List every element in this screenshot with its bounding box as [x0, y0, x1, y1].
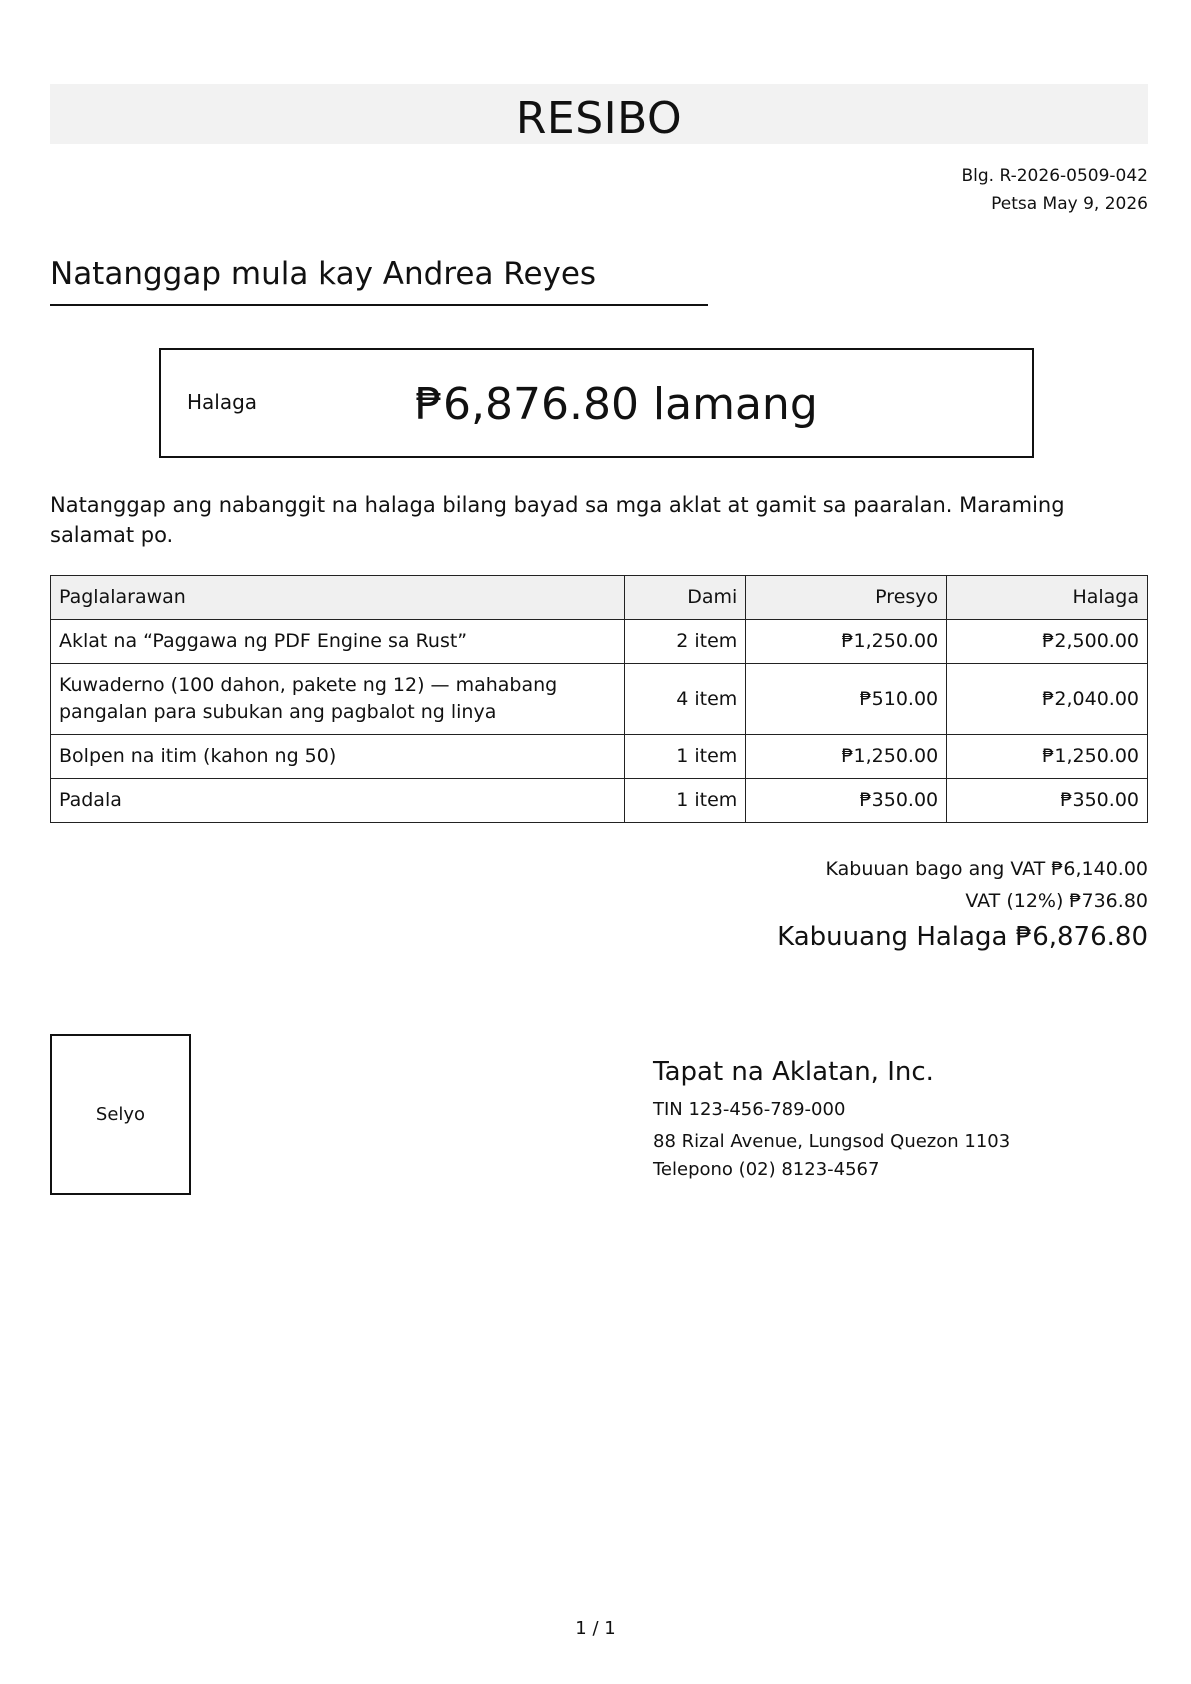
receipt-note: Natanggap ang nabanggit na halaga bilang bayad sa mga aklat at gamit sa paaralan. Maraming salamat po.	[50, 493, 1065, 547]
cell-quantity: 1 item	[625, 779, 746, 823]
receipt-date: Petsa May 9, 2026	[991, 194, 1148, 214]
received-from: Natanggap mula kay Andrea Reyes	[50, 256, 708, 306]
column-header-description: Paglalarawan	[51, 576, 625, 620]
cell-quantity: 1 item	[625, 735, 746, 779]
cell-amount: ₱2,500.00	[947, 620, 1148, 664]
totals-block	[50, 853, 1148, 953]
cell-description: Padala	[51, 779, 625, 823]
cell-amount: ₱350.00	[947, 779, 1148, 823]
amount-label: Halaga	[187, 390, 258, 414]
column-header-quantity: Dami	[625, 576, 746, 620]
company-phone: Telepono (02) 8123-4567	[653, 1159, 880, 1180]
table-row	[51, 664, 1148, 735]
company-info	[653, 1056, 1010, 1184]
company-name: Tapat na Aklatan, Inc.	[653, 1057, 934, 1087]
cell-quantity: 4 item	[625, 664, 746, 735]
table-row	[51, 620, 1148, 664]
cell-price: ₱350.00	[746, 779, 947, 823]
table-row	[51, 779, 1148, 823]
cell-quantity: 2 item	[625, 620, 746, 664]
cell-amount: ₱1,250.00	[947, 735, 1148, 779]
cell-amount: ₱2,040.00	[947, 664, 1148, 735]
column-header-price: Presyo	[746, 576, 947, 620]
cell-price: ₱1,250.00	[746, 735, 947, 779]
cell-price: ₱510.00	[746, 664, 947, 735]
document-title: RESIBO	[50, 84, 1148, 144]
page-number: 1 / 1	[575, 1618, 616, 1639]
seal-box	[50, 1034, 191, 1195]
cell-description: Bolpen na itim (kahon ng 50)	[51, 735, 625, 779]
company-address: 88 Rizal Avenue, Lungsod Quezon 1103	[653, 1131, 1011, 1152]
receipt-number: Blg. R-2026-0509-042	[961, 166, 1148, 186]
grand-total: Kabuuang Halaga ₱6,876.80	[777, 922, 1148, 952]
receipt-meta	[50, 162, 1148, 218]
column-header-amount: Halaga	[947, 576, 1148, 620]
receipt-page	[50, 84, 1148, 1180]
amount-value: ₱6,876.80 lamang	[415, 379, 818, 430]
amount-box	[159, 348, 1034, 458]
table-row	[51, 735, 1148, 779]
cell-description: Aklat na “Paggawa ng PDF Engine sa Rust”	[51, 620, 625, 664]
cell-price: ₱1,250.00	[746, 620, 947, 664]
items-table	[50, 575, 1148, 823]
seal-label: Selyo	[95, 1104, 146, 1125]
table-header-row	[51, 576, 1148, 620]
cell-description: Kuwaderno (100 dahon, pakete ng 12) — mahabang pangalan para subukan ang pagbalot ng linya	[51, 664, 625, 735]
company-tin: TIN 123-456-789-000	[653, 1099, 846, 1120]
subtotal: Kabuuan bago ang VAT ₱6,140.00	[825, 858, 1148, 880]
vat-amount: VAT (12%) ₱736.80	[965, 890, 1148, 912]
